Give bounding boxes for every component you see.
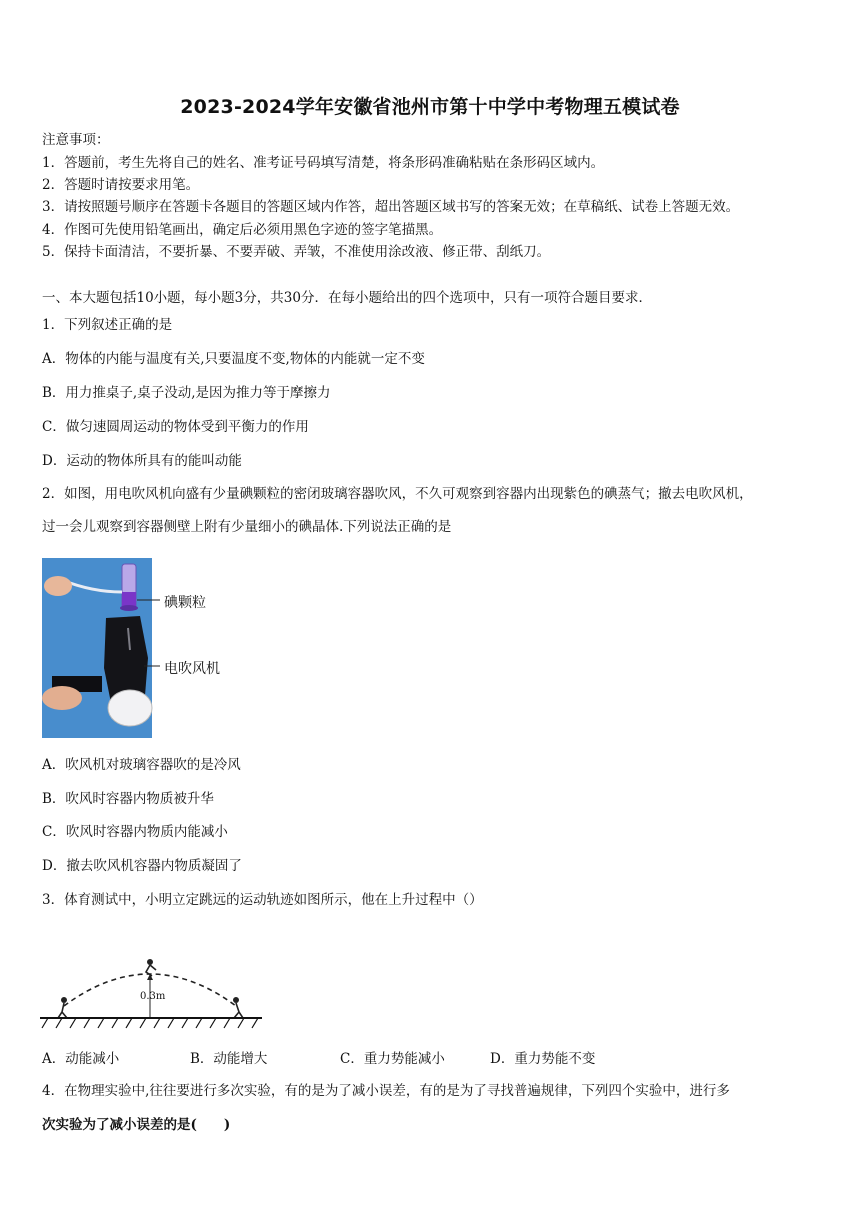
notice-item-5: 5．保持卡面清洁，不要折暴、不要弄破、弄皱，不准使用涂改液、修正带、刮纸刀。 (42, 244, 551, 260)
q1-option-d: D．运动的物体所具有的能叫动能 (42, 453, 242, 469)
q3-options-row (42, 1047, 595, 1067)
q1-option-c: C．做匀速圆周运动的物体受到平衡力的作用 (42, 419, 309, 435)
q2-option-d: D．撤去吹风机容器内物质凝固了 (42, 858, 242, 874)
q3-option-d: D．重力势能不变 (490, 1051, 596, 1067)
hair-dryer-label: 电吹风机 (164, 661, 220, 677)
notice-heading: 注意事项： (42, 132, 110, 148)
q4-stem-line1: 4．在物理实验中,往往要进行多次实验，有的是为了减小误差，有的是为了寻找普遍规律，下列四个实验中，进行多 (42, 1083, 730, 1099)
hair-dryer-figure (42, 558, 252, 738)
q3-option-c: C．重力势能减小 (340, 1051, 445, 1067)
q4-stem-line2: 次实验为了减小误差的是( ) (42, 1117, 231, 1133)
q2-stem-line1: 2．如图，用电吹风机向盛有少量碘颗粒的密闭玻璃容器吹风，不久可观察到容器内出现紫色的碘蒸气；撤去电吹风机， (42, 486, 753, 502)
q1-option-a: A．物体的内能与温度有关,只要温度不变,物体的内能就一定不变 (42, 351, 425, 367)
section-heading: 一、本大题包括10小题，每小题3分，共30分．在每小题给出的四个选项中，只有一项符合题目要求． (42, 290, 652, 306)
q2-option-a: A．吹风机对玻璃容器吹的是冷风 (42, 757, 241, 773)
q3-option-a: A．动能减小 (42, 1051, 120, 1067)
height-label: 0.3m (140, 991, 166, 1002)
long-jump-figure (40, 948, 262, 1034)
q2-option-b: B．吹风时容器内物质被升华 (42, 791, 214, 807)
q1-option-b: B．用力推桌子,桌子没动,是因为推力等于摩擦力 (42, 385, 331, 401)
exam-title: 2023-2024学年安徽省池州市第十中学中考物理五模试卷 (180, 96, 680, 118)
notice-item-3: 3．请按照题号顺序在答题卡各题目的答题区域内作答，超出答题区域书写的答案无效；在草稿纸、试卷上答题无效。 (42, 199, 740, 215)
q2-stem-line2: 过一会儿观察到容器侧壁上附有少量细小的碘晶体.下列说法正确的是 (42, 519, 452, 535)
q2-option-c: C．吹风时容器内物质内能减小 (42, 824, 228, 840)
notice-item-2: 2．答题时请按要求用笔。 (42, 177, 200, 193)
hair-dryer-illustration (42, 558, 252, 738)
iodine-particle-label: 碘颗粒 (164, 595, 206, 611)
notice-item-1: 1．答题前，考生先将自己的姓名、准考证号码填写清楚，将条形码准确粘贴在条形码区域内。 (42, 155, 605, 171)
q3-option-b: B．动能增大 (190, 1051, 268, 1067)
q1-stem: 1．下列叙述正确的是 (42, 317, 173, 333)
notice-item-4: 4．作图可先使用铅笔画出，确定后必须用黑色字迹的签字笔描黑。 (42, 222, 443, 238)
q3-stem: 3．体育测试中，小明立定跳远的运动轨迹如图所示，他在上升过程中（） (42, 892, 483, 908)
